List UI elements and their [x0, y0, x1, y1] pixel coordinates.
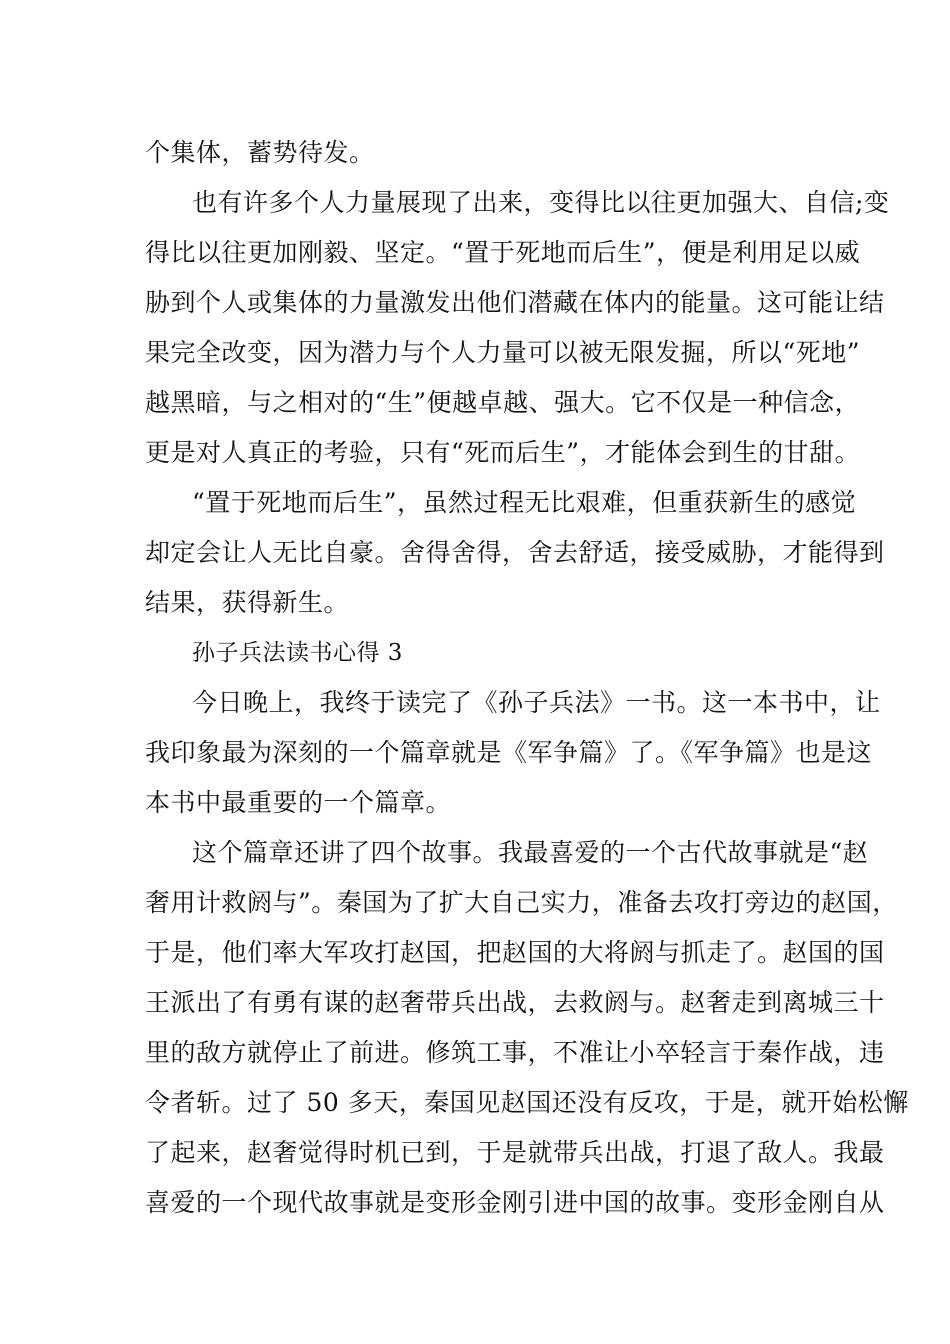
text-line: 我印象最为深刻的一个篇章就是《军争篇》了。《军争篇》也是这 [145, 738, 873, 767]
text-line: 结果，获得新生。 [145, 588, 350, 617]
text-line: 王派出了有勇有谋的赵奢带兵出战，去救阏与。赵奢走到离城三十 [145, 988, 885, 1017]
text-line: 个集体，蓄势待发。 [145, 138, 375, 167]
text-line: 却定会让人无比自豪。舍得舍得，舍去舒适，接受威胁，才能得到 [145, 538, 885, 567]
text-line: 胁到个人或集体的力量激发出他们潜藏在体内的能量。这可能让结 [145, 288, 885, 317]
text-line: 本书中最重要的一个篇章。 [145, 788, 452, 817]
text-line: 了起来，赵奢觉得时机已到，于是就带兵出战，打退了敌人。我最 [145, 1138, 885, 1167]
text-line: 令者斩。过了 50 多天，秦国见赵国还没有反攻，于是，就开始松懈 [145, 1088, 909, 1117]
text-line: 得比以往更加刚毅、坚定。“置于死地而后生”，便是利用足以威 [145, 238, 861, 267]
section-heading: 孙子兵法读书心得 3 [192, 640, 403, 666]
text-line: 喜爱的一个现代故事就是变形金刚引进中国的故事。变形金刚自从 [145, 1188, 885, 1217]
text-line: 奢用计救阏与”。秦国为了扩大自己实力，准备去攻打旁边的赵国， [145, 888, 898, 917]
text-line: 越黑暗，与之相对的“生”便越卓越、强大。它不仅是一种信念， [145, 388, 861, 417]
text-line: 于是，他们率大军攻打赵国，把赵国的大将阏与抓走了。赵国的国 [145, 938, 885, 967]
paragraph-start-line: 也有许多个人力量展现了出来，变得比以往更加强大、自信;变 [192, 188, 890, 217]
paragraph-start-line: 今日晚上，我终于读完了《孙子兵法》一书。这一本书中，让 [192, 688, 881, 717]
paragraph-start-line: “置于死地而后生”，虽然过程无比艰难，但重获新生的感觉 [192, 488, 857, 517]
text-line: 里的敌方就停止了前进。修筑工事，不准让小卒轻言于秦作战，违 [145, 1038, 885, 1067]
paragraph-start-line: 这个篇章还讲了四个故事。我最喜爱的一个古代故事就是“赵 [192, 838, 869, 867]
text-line: 更是对人真正的考验，只有“死而后生”，才能体会到生的甘甜。 [145, 438, 861, 467]
text-line: 果完全改变，因为潜力与个人力量可以被无限发掘，所以“死地” [145, 338, 861, 367]
